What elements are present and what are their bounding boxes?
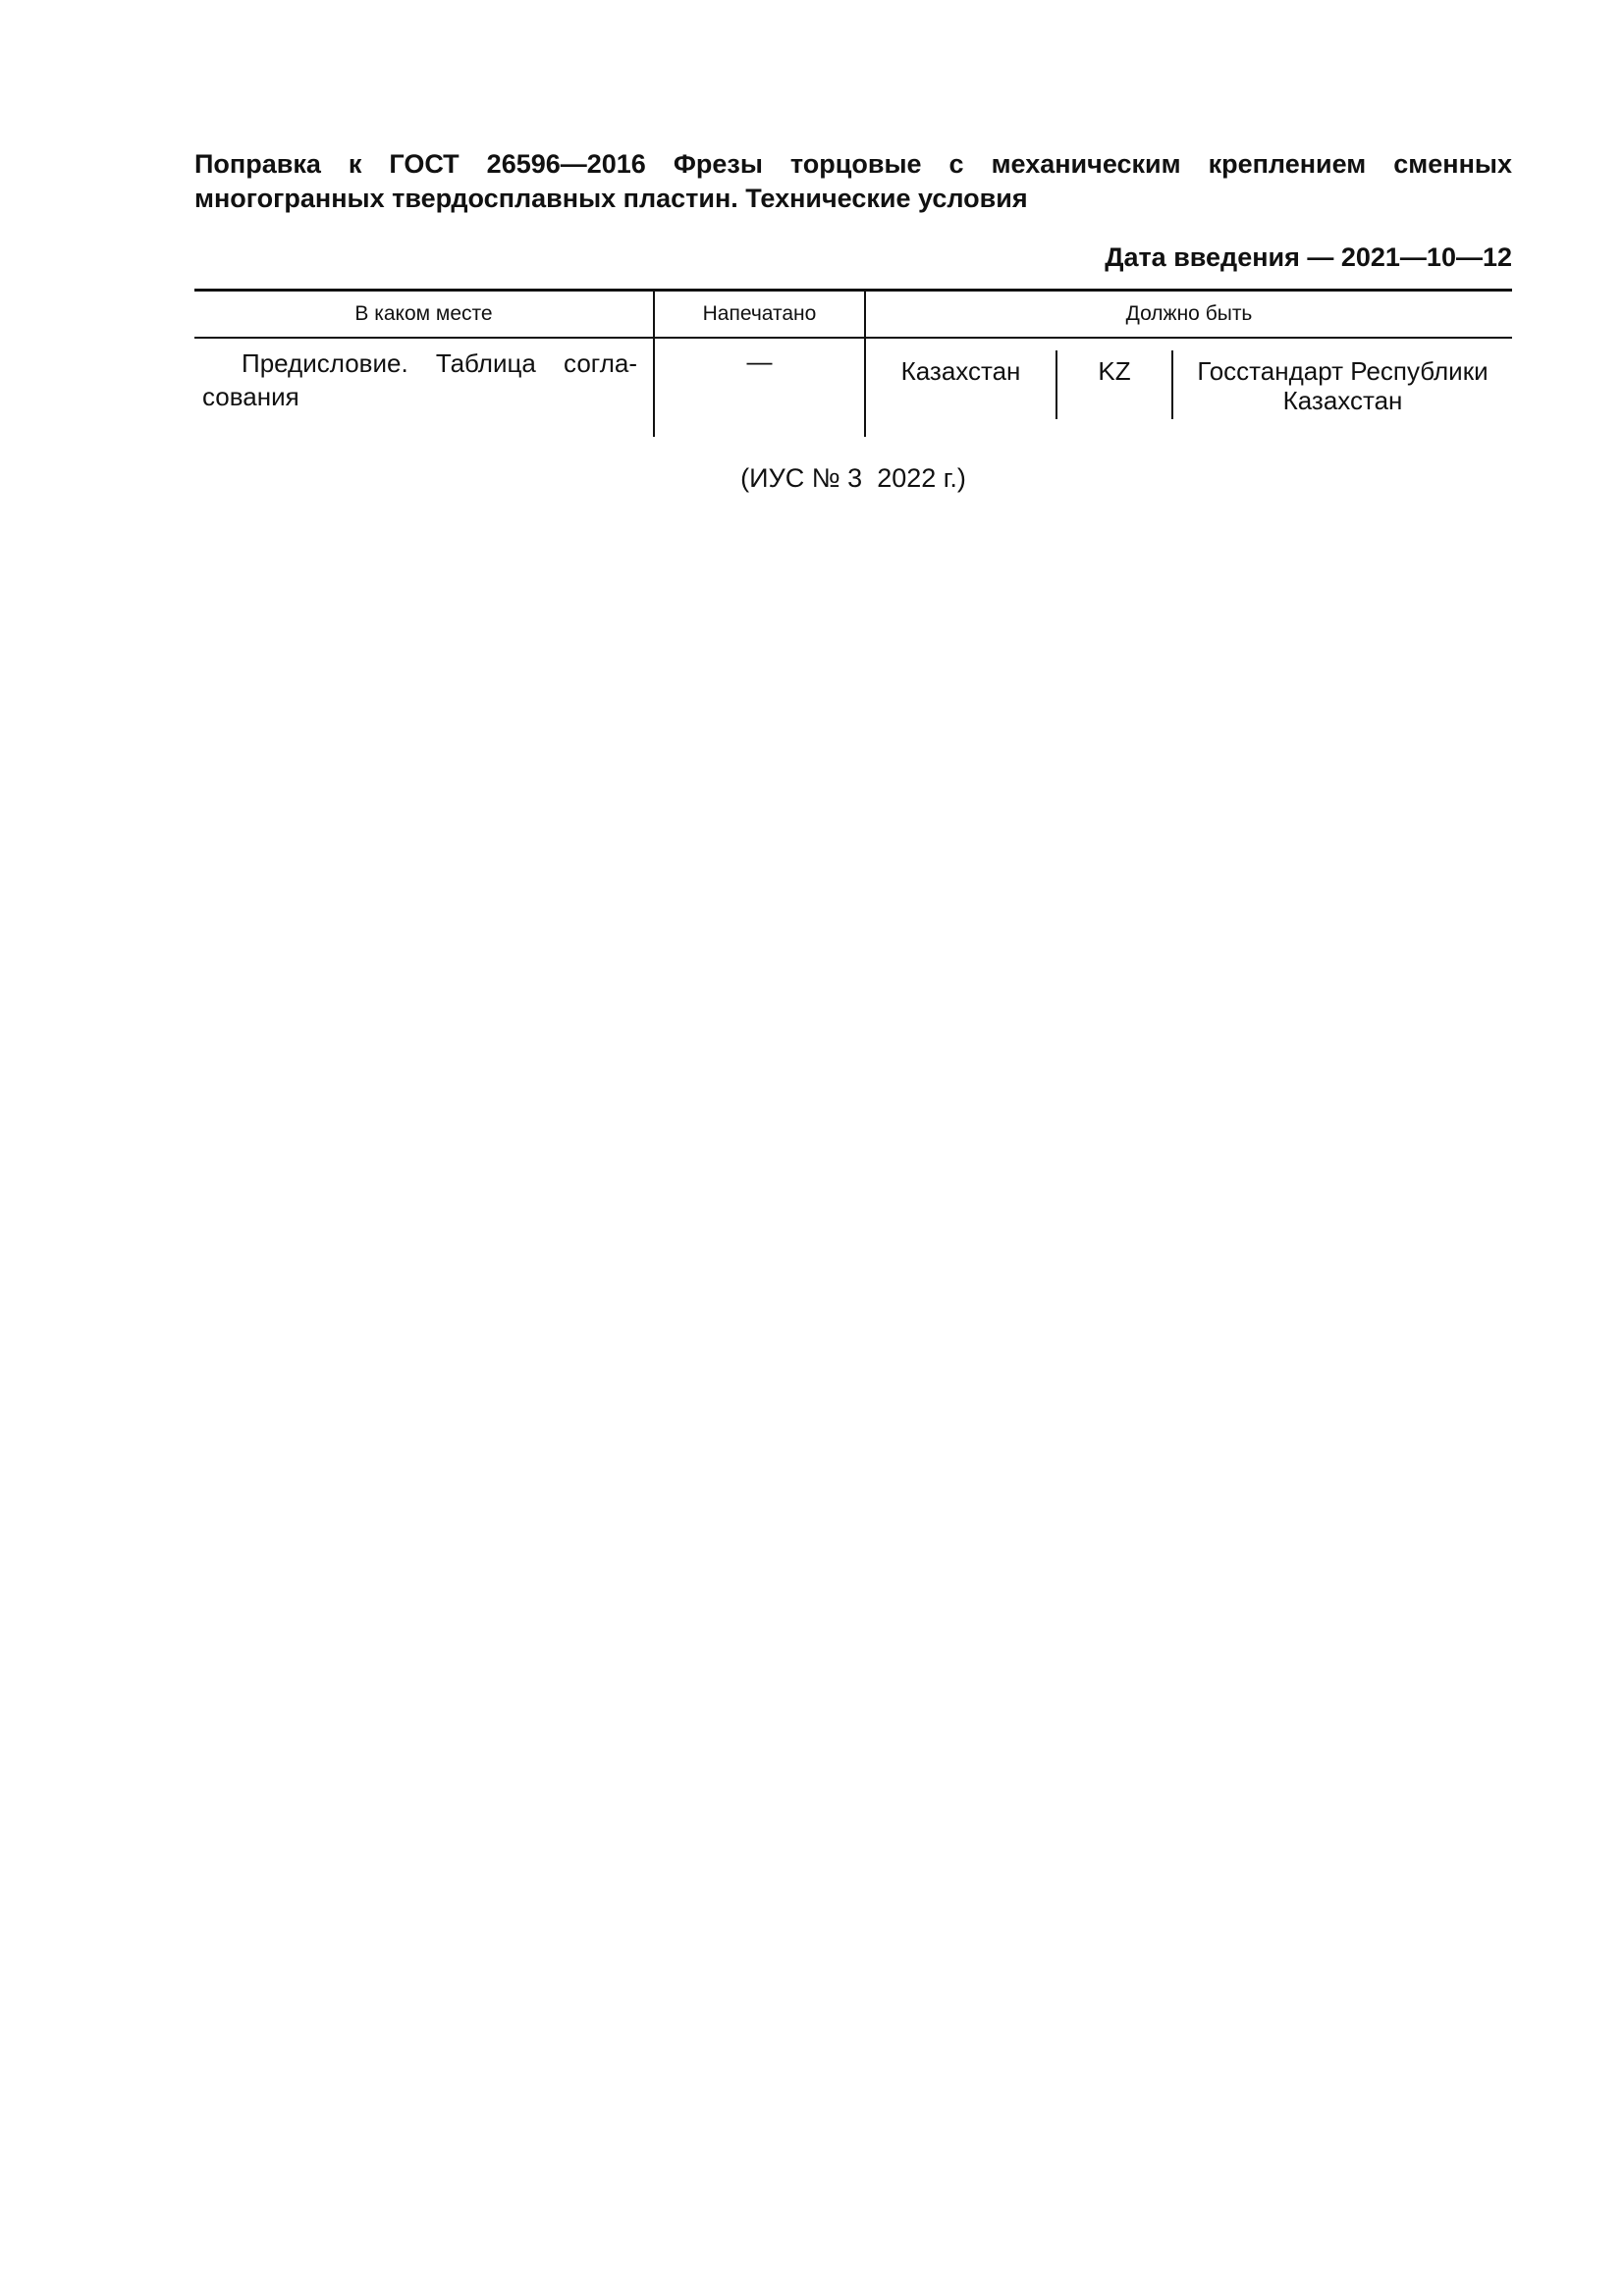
cell-printed xyxy=(654,338,865,437)
should-be-country: Казахстан xyxy=(866,350,1057,419)
should-be-group xyxy=(866,350,1512,419)
cell-where xyxy=(194,338,654,437)
cell-should-be xyxy=(865,338,1512,437)
table-row xyxy=(194,338,1512,437)
table-header-row xyxy=(194,291,1512,339)
should-be-agency: Госстандарт Республики Казахстан xyxy=(1197,356,1489,415)
header-printed: Напечатано xyxy=(654,291,865,339)
source-note: (ИУС № 3 2022 г.) xyxy=(740,463,966,493)
header-where: В каком месте xyxy=(194,291,654,339)
header-should-be: Должно быть xyxy=(865,291,1512,339)
effective-date: Дата введения — 2021—10—12 xyxy=(1105,242,1512,272)
printed-text: — xyxy=(746,347,773,376)
should-be-code: KZ xyxy=(1057,350,1173,419)
document-page xyxy=(194,147,1512,493)
where-text: Предисловие. Таблица согла-сования xyxy=(202,348,637,411)
document-title: Поправка к ГОСТ 26596—2016 Фрезы торцовые с механическим креплением сменных многогранных твердосплавных пластин. Технические условия xyxy=(194,149,1512,213)
amendment-table xyxy=(194,289,1512,437)
